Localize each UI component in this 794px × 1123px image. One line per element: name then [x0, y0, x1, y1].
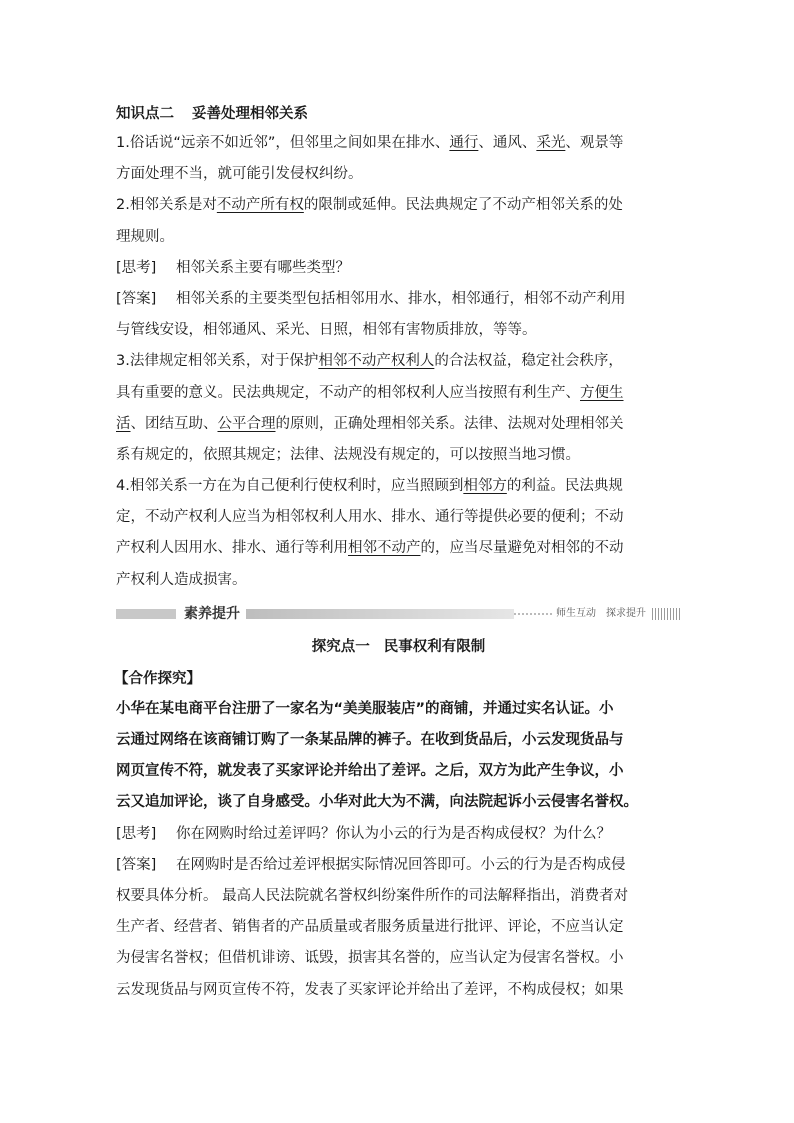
think-tag: [思考]	[116, 259, 157, 276]
text-span: 在网购时是否给过差评根据实际情况回答即可。小云的行为是否构成侵	[176, 856, 626, 873]
text-span: 的原则，正确处理相邻关系。法律、法规对处理相邻关	[275, 415, 624, 432]
text-line: 小华在某电商平台注册了一家名为“美美服装店”的商铺，并通过实名认证。小	[116, 700, 614, 717]
answer-2	[116, 850, 681, 1006]
text-span: 具有重要的意义。民法典规定，不动产的相邻权利人应当按照有利生产、	[116, 384, 580, 401]
knowledge-point-title: 妥善处理相邻关系	[192, 106, 308, 122]
text-line: 理规则。	[116, 228, 174, 245]
text-line: 为侵害名誉权；但借机诽谤、诋毁，损害其名誉的，应当认定为侵害名誉权。小	[116, 950, 624, 967]
underlined-term: 活	[116, 415, 131, 432]
text-span: 的利益。民法典规	[506, 478, 623, 495]
underlined-term: 相邻不动产	[348, 540, 421, 557]
think-tag: [思考]	[116, 825, 157, 842]
paragraph-3	[116, 346, 681, 471]
banner-bar-middle	[244, 609, 514, 619]
explore-point-title: 民事权利有限制	[383, 638, 486, 655]
banner-dots	[514, 613, 554, 615]
banner-label: 素养提升	[178, 600, 246, 628]
text-line: 生产者、经营者、销售者的产品质量或者服务质量进行批评、评论，不应当认定	[116, 919, 624, 936]
paragraph-2	[116, 190, 681, 252]
paragraph-1	[116, 128, 681, 190]
text-span: 的合法权益，稳定社会秩序，	[434, 353, 623, 370]
explore-point-heading	[116, 630, 681, 664]
document-page	[116, 100, 681, 1006]
underlined-term: 相邻不动产权利人	[318, 353, 435, 370]
think-question-1	[116, 253, 681, 284]
explore-point-label: 探究点一	[311, 638, 370, 655]
answer-tag: [答案]	[116, 856, 157, 873]
text-line: 方面处理不当，就可能引发侵权纠纷。	[116, 166, 363, 183]
think-text: 你在网购时给过差评吗？你认为小云的行为是否构成侵权？为什么？	[176, 825, 611, 842]
underlined-term: 方便生	[580, 384, 624, 401]
cooperative-inquiry-heading: 【合作探究】	[114, 670, 201, 687]
text-span: 的限制或延伸。民法典规定了不动产相邻关系的处	[303, 197, 623, 214]
underlined-term: 不动产所有权	[216, 197, 304, 214]
underlined-term: 相邻方	[463, 478, 507, 495]
text-span: 、团结互助、	[130, 415, 218, 432]
knowledge-point-label: 知识点二	[116, 106, 174, 122]
paragraph-4	[116, 471, 681, 596]
text-line: 云通过网络在该商铺订购了一条某品牌的裤子。在收到货品后，小云发现货品与	[116, 732, 624, 748]
text-span: 产权利人因用水、排水、通行等利用	[116, 540, 348, 557]
text-line: 云发现货品与网页宣传不符，发表了买家评论并给出了差评，不构成侵权；如果	[116, 981, 624, 998]
text-line: 与管线安设，相邻通风、采光、日照，相邻有害物质排放，等等。	[116, 322, 537, 339]
text-span: 、通风、	[478, 135, 537, 151]
text-span: 3.法律规定相邻关系，对于保护	[116, 353, 319, 370]
think-text: 相邻关系主要有哪些类型？	[176, 259, 350, 276]
case-text	[116, 694, 681, 819]
text-line: 权要具体分析。 最高人民法院就名誉权纠纷案件所作的司法解释指出，消费者对	[116, 887, 629, 904]
text-line: 云又追加评论，谈了自身感受。小华对此大为不满，向法院起诉小云侵害名誉权。	[116, 794, 638, 811]
answer-1	[116, 284, 681, 346]
text-line: 定，不动产权利人应当为相邻权利人用水、排水、通行等提供必要的便利；不动	[116, 509, 624, 526]
section-banner	[116, 600, 681, 628]
think-question-2	[116, 819, 681, 850]
text-line: 系有规定的，依照其规定；法律、法规没有规定的，可以按照当地习惯。	[116, 446, 580, 463]
banner-ticks	[652, 608, 682, 620]
underlined-term: 公平合理	[217, 415, 276, 432]
knowledge-point-heading	[116, 100, 681, 128]
text-span: 相邻关系的主要类型包括相邻用水、排水，相邻通行，相邻不动产利用	[176, 290, 626, 307]
text-span: 2.相邻关系是对	[116, 197, 217, 214]
answer-tag: [答案]	[116, 290, 157, 307]
banner-bar-left	[116, 609, 176, 619]
underlined-term: 通行	[449, 135, 479, 151]
text-line: 网页宣传不符，就发表了买家评论并给出了差评。之后，双方为此产生争议，小	[116, 763, 624, 780]
underlined-term: 采光	[536, 135, 566, 151]
text-span: 1.俗话说“远亲不如近邻”，但邻里之间如果在排水、	[116, 135, 450, 151]
text-span: 、观景等	[565, 135, 624, 151]
text-line: 产权利人造成损害。	[116, 571, 247, 588]
text-span: 4.相邻关系一方在为自己便利行使权利时，应当照顾到	[116, 478, 464, 495]
banner-right-label: 师生互动 探求提升	[556, 607, 646, 619]
text-span: 的，应当尽量避免对相邻的不动	[420, 540, 624, 557]
